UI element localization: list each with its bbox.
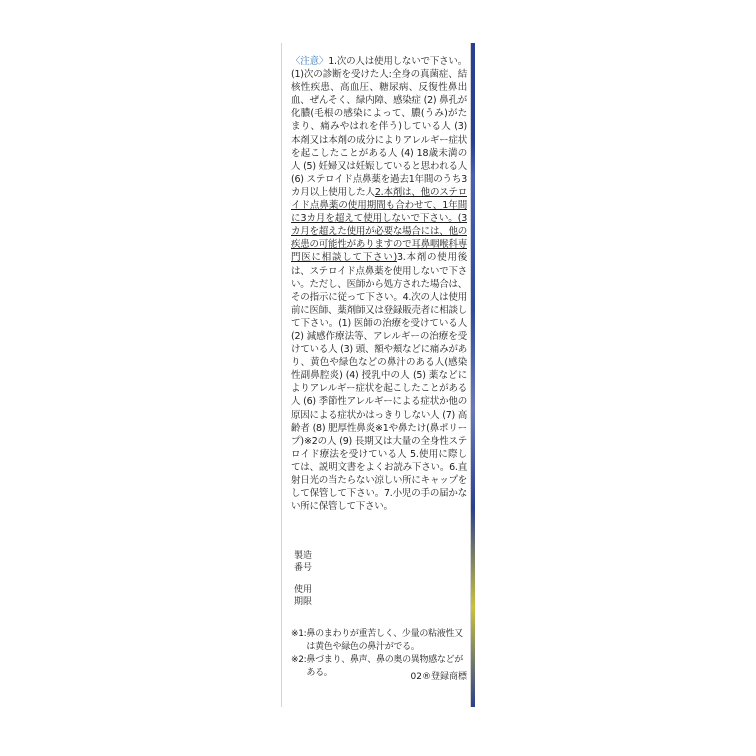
package-edge-strip (471, 43, 475, 707)
lot-number-label: 製造番号 (294, 551, 313, 573)
caution-paragraph-2-underlined: 2.本剤は、他のステロイド点鼻薬の使用期間も合わせて、1年間に3カ月を超えて使用しないで下さい。(3カ月を超えた使用が必要な場合には、他の疾患の可能性がありますので耳鼻咽喉科専門医に相談して下さい) (291, 186, 467, 264)
footnote-1-text: 鼻のまわりが重苦しく、少量の粘液性又は黄色や緑色の鼻汁がでる。 (306, 629, 463, 652)
footnote-1-mark: ※1: (291, 629, 307, 639)
caution-paragraph-1: 1.次の人は使用しないで下さい。(1)次の診断を受けた人:全身の真菌症、結核性疾患、高血圧、糖尿病、反復性鼻出血、ぜんそく、緑内障、感染症 (2) 鼻孔が化膿(毛根の感染によって、膿(うみ)がたまり、痛みやはれを伴う)している人 (3) 本剤又は本剤の成分によりアレルギー症状を起こしたことがある人 (4) 18歳未満の人 (5) 妊婦又は妊娠していると思われる人 (6) ステロイド点鼻薬を過去1年間のうち3カ月以上使用した人 (291, 56, 467, 198)
caution-paragraph-3: 3.本剤の使用後は、ステロイド点鼻薬を使用しないで下さい。ただし、医師から処方された場合は、その指示に従って下さい。4.次の人は使用前に医師、薬剤師又は登録販売者に相談して下さい。(1) 医師の治療を受けている人 (2) 減感作療法等、アレルギーの治療を受けている人 (3) 頭、額や頬などに痛みがあり、黄色や緑色などの鼻汁のある人(感染性副鼻腔炎) (4) 授乳中の人 (5) 薬などによりアレルギー症状を起こしたことがある人 (6) 季節性アレルギーによる症状か他の原因による症状かはっきりしない人 (7) 高齢者 (8) 肥厚性鼻炎※1や鼻たけ(鼻ポリープ)※2の人 (9) 長期又は大量の全身性ステロイド療法を受けている人 5.使用に際しては、説明文書をよくお読み下さい。6.直射日光の当たらない涼しい所にキャップをして保管して下さい。7.小児の手の届かない所に保管して下さい。 (291, 252, 467, 513)
footnote-2-text: 鼻づまり、鼻声、鼻の奥の異物感などがある。 (306, 655, 464, 678)
caution-notice (291, 55, 467, 513)
footnote-1 (291, 628, 469, 654)
expiry-date-label: 使用期限 (294, 585, 313, 607)
footnote-2-mark: ※2: (291, 655, 307, 665)
trademark-note: 02®登録商標 (410, 672, 467, 682)
caution-tag: 〈注意〉 (291, 56, 329, 67)
